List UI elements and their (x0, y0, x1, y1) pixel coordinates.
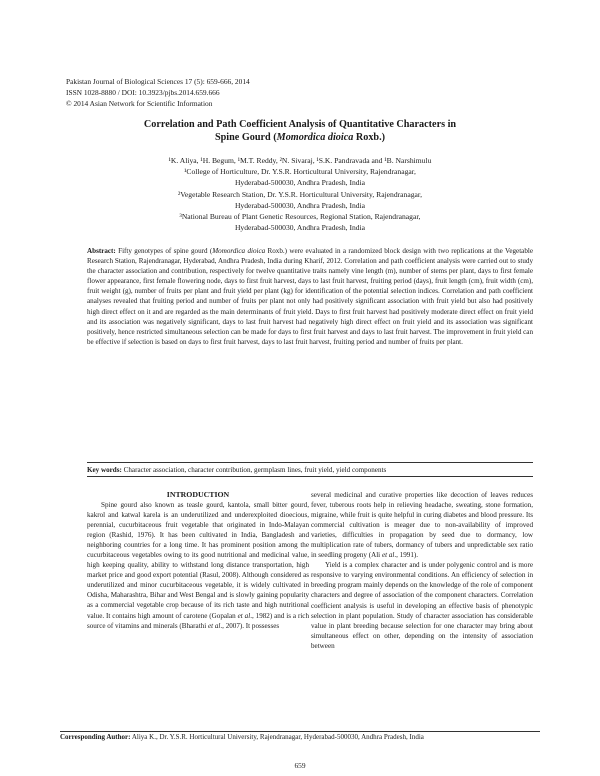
abstract-species: Momordica dioica (212, 247, 266, 255)
journal-header (66, 76, 536, 109)
footnote-rule (60, 731, 540, 732)
intro-paragraph-2: Yield is a complex character and is under polygenic control and is more responsive to varying environmental conditions. An efficiency of selection in breeding program mainly depends on the knowledge of the role of component characters and degree of association of the component characters. Correlation coefficient analysis is useful in developing an effective basis of phenotypic selection in plant population. Study of character association has considerable value in plant breeding because selection for one character may bring about simultaneous effect on other, depending on the intensity of association between (311, 561, 533, 650)
journal-citation: Pakistan Journal of Biological Sciences 17 (5): 659-666, 2014 (66, 77, 250, 86)
body-column-left (87, 490, 309, 631)
affiliation-1-line-1: ¹College of Horticulture, Dr. Y.S.R. Horticultural University, Rajendranagar, (184, 167, 416, 177)
page-number: 659 (294, 761, 306, 770)
affiliation-2-line-1: ²Vegetable Research Station, Dr. Y.S.R. Horticultural University, Rajendranagar, (178, 189, 422, 199)
title-line-1: Correlation and Path Coefficient Analysis of Quantitative Characters in (143, 119, 457, 130)
keywords-top-rule (87, 462, 533, 463)
intro-paragraph-1-continued: several medicinal and curative properties like decoction of leaves reduces fever, tuberous roots help in relieving headache, sweating, stone formation, migraine, while fruit is quite helpful in curing diabetes and blood pressure. Its commercial cultivation is meager due to non-availability of improved varieties, difficulties in propagation by seed due to dormancy, low multiplication rate of tubers, dormancy of tubers and unpredictable sex ratio in seedling progeny (Ali et al., 1991). (311, 491, 533, 560)
affiliation-3-line-2: Hyderabad-500030, Andhra Pradesh, India (234, 223, 366, 233)
abstract (87, 246, 533, 347)
title-prefix: Spine Gourd ( (214, 132, 277, 143)
keywords-label: Key words: (87, 466, 122, 474)
title-species: Momordica dioica (276, 132, 354, 143)
abstract-text-rest: Roxb.) were evaluated in a randomized block design with two replications at the Vegetable Research Station, Rajendranagar, Hyderabad, Andhra Pradesh, India during Kharif, 2012. Correlation and path coefficient analysis were carried out to study the character association and contribution, respectively for twelve quantitative traits namely vine length (m), number of stems per plant, days to first female flower appearance, first female flowering node, days to first fruit harvest, days to last fruit harvest, fruiting period (days), fruit length (cm), fruit width (cm), fruit weight (g), number of fruits per plant and fruit yield per plant (kg) for identification of the potential selection indices. Correlation and path coefficient analyses revealed that fruiting period and number of fruits per plant not only had positively significant association with fruit yield but also had positively high direct effect on it and are regarded as the main determinants of fruit yield. Days to first fruit harvest had positively moderate direct effect on fruit yield and its association was negatively significant, days to last fruit harvest had negatively high direct effect on fruit yield and its association was significant positively, hence restricted simultaneous selection can be made for days to first fruit harvest and days to last fruit harvest. The improvement in fruit yield can be effective if selection is based on days to first fruit harvest, days to last fruit harvest, fruiting period and number of fruits per plant. (87, 247, 533, 346)
author-names: ¹K. Aliya, ¹H. Begum, ¹M.T. Reddy, ²N. Sivaraj, ¹S.K. Pandravada and ¹B. Narshimulu (168, 156, 432, 165)
affiliation-2-line-2: Hyderabad-500030, Andhra Pradesh, India (234, 200, 366, 210)
paper-title (72, 118, 528, 144)
abstract-label: Abstract: (87, 247, 116, 255)
keywords-text: Character association, character contribution, germplasm lines, fruit yield, yield components (121, 466, 387, 474)
journal-copyright: © 2014 Asian Network for Scientific Information (66, 99, 213, 108)
body-column-right (311, 490, 533, 651)
title-line-2 (72, 131, 528, 144)
corresponding-label: Corresponding Author: (60, 733, 131, 741)
affiliation-1-line-2: Hyderabad-500030, Andhra Pradesh, India (234, 178, 366, 188)
keywords-bottom-rule (87, 476, 533, 477)
title-suffix: Roxb.) (353, 132, 386, 143)
affiliation-3-line-1: ³National Bureau of Plant Genetic Resources, Regional Station, Rajendranagar, (179, 212, 421, 222)
introduction-heading: INTRODUCTION (166, 490, 230, 499)
journal-issn-doi: ISSN 1028-8880 / DOI: 10.3923/pjbs.2014.659.666 (66, 88, 220, 97)
abstract-text-start: Fifty genotypes of spine gourd ( (115, 247, 213, 255)
intro-paragraph-1: Spine gourd also known as teasle gourd, kantola, small bitter gourd, kakrol and katwal karela is an underutilized and underexploited dioecious, perennial, cucurbitaceous fruit vegetable that originated in Indo-Malayan region (Rashid, 1976). It has been cultivated in India, Bangladesh and neighboring countries for a long time. It has prominent position among the cucurbitaceous vegetables owing to its good nutritional and medicinal value, high keeping quality, ability to withstand long distance transportation, high market price and good export potential (Rasul, 2008). Although considered as underutilized and minor cucurbitaceous vegetable, it is widely cultivated in Odisha, Maharashtra, Bihar and West Bengal and is slowly gaining popularity as a commercial vegetable crop because of its rich taste and high nutritional value. It contains high amount of carotene (Gopalan et al., 1982) and is a rich source of vitamins and minerals (Bharathi et al., 2007). It possesses (87, 501, 309, 630)
author-block (60, 155, 540, 233)
corresponding-author (60, 733, 540, 743)
corresponding-text: Aliya K., Dr. Y.S.R. Horticultural University, Rajendranagar, Hyderabad-500030, Andhra Pradesh, India (130, 733, 424, 741)
keywords (87, 465, 533, 475)
